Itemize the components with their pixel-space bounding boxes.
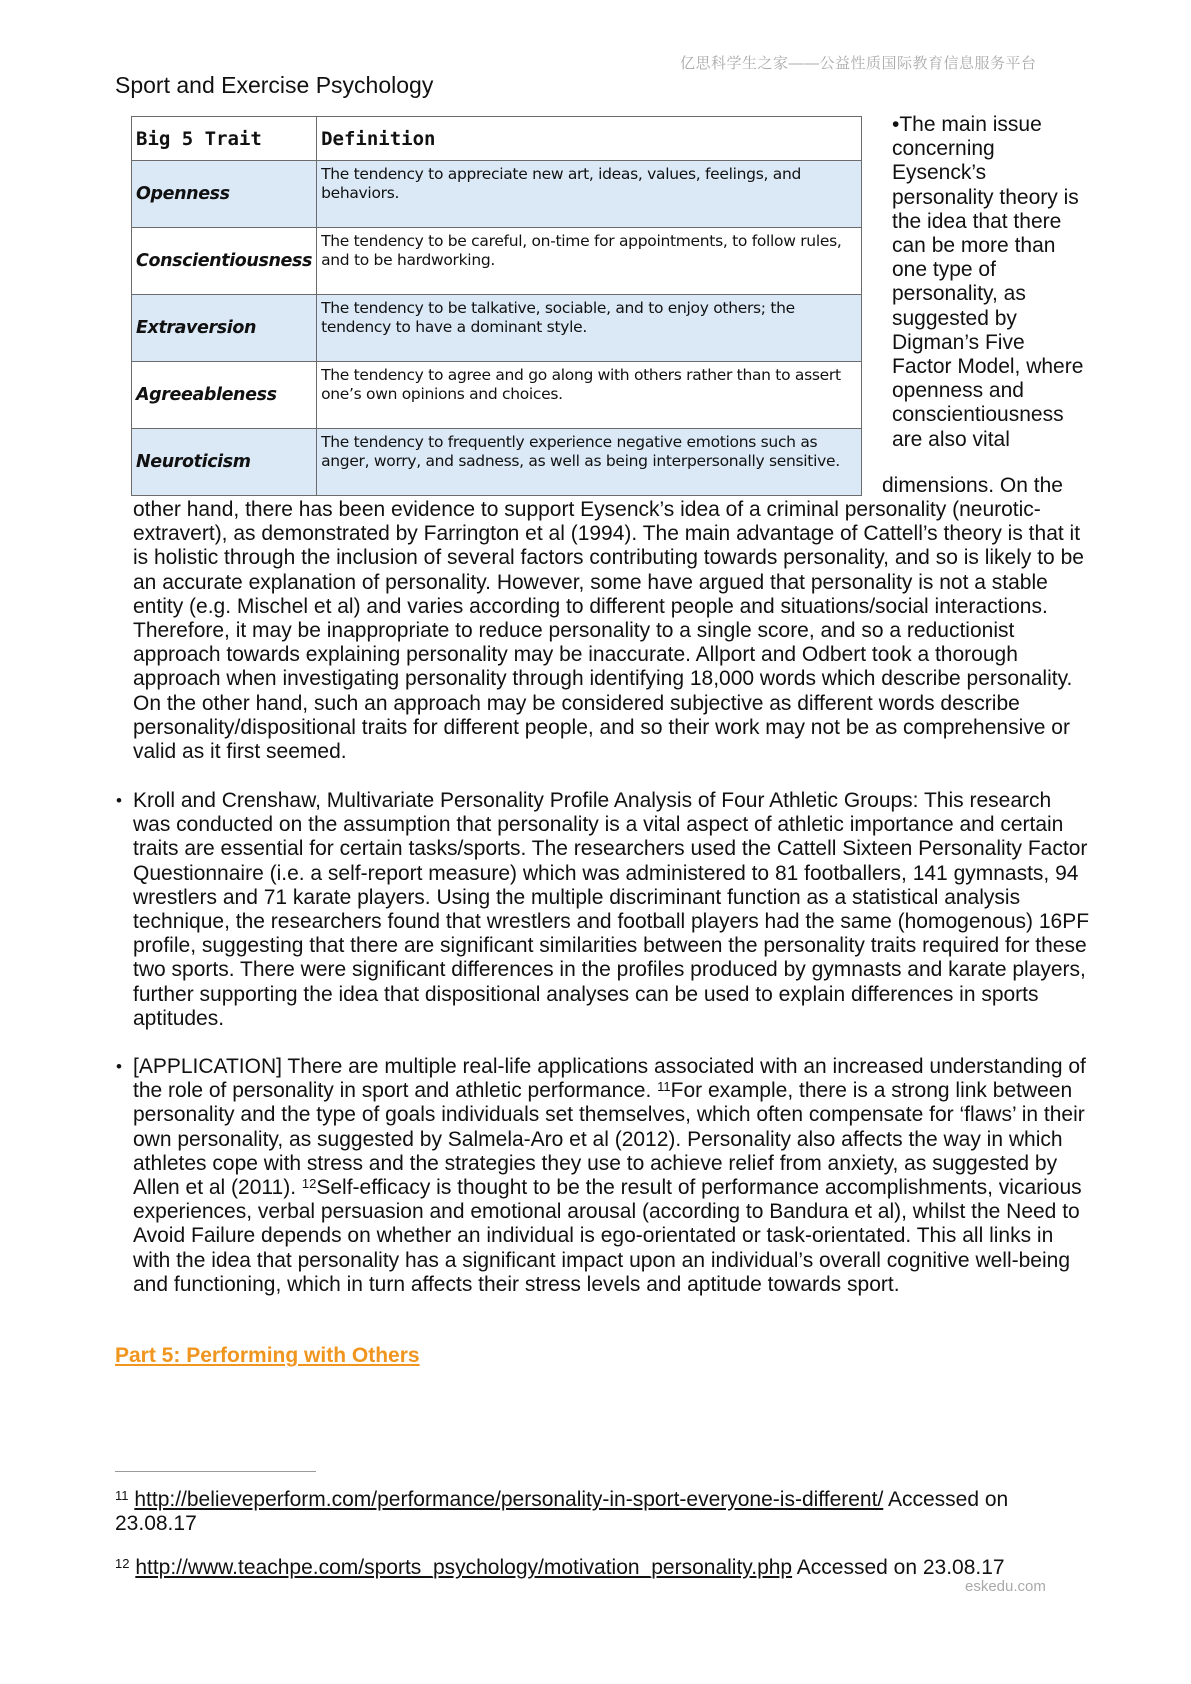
trait-cell: Extraversion — [132, 295, 317, 362]
footnote-ref-12[interactable]: 12 — [301, 1176, 317, 1192]
definition-cell: The tendency to be careful, on-time for appointments, to follow rules, and to be hardworking. — [317, 228, 862, 295]
footnote-11 — [115, 1488, 1095, 1536]
definition-cell: The tendency to be talkative, sociable, and to enjoy others; the tendency to have a dominant style. — [317, 295, 862, 362]
footnote-link[interactable]: http://believeperform.com/performance/personality-in-sport-everyone-is-different/ — [134, 1488, 884, 1511]
watermark-footer: eskedu.com — [965, 1578, 1046, 1595]
definition-cell: The tendency to agree and go along with others rather than to assert one’s own opinions and choices. — [317, 362, 862, 429]
footnote-accessed: Accessed on 23.08.17 — [115, 1488, 1009, 1536]
footnote-number: 11 — [115, 1488, 129, 1503]
definition-cell: The tendency to appreciate new art, ideas, values, feelings, and behaviors. — [317, 161, 862, 228]
application-text-1: [APPLICATION] There are multiple real-life applications associated with an increased understanding of the role of personality in sport and athletic performance. — [133, 1055, 1086, 1103]
application-text-2: For example, there is a strong link between personality and the type of goals individuals set themselves, which often compensate for ‘flaws’ in their own personality, as suggested by Salmela-Aro et al (2012). Personality also affects the way in which athletes cope with stress and the strategies they use to achieve relief from anxiety, as suggested by Allen et al (2011). — [133, 1079, 1085, 1200]
trait-cell: Conscientiousness — [132, 228, 317, 295]
bullet-kroll-crenshaw: Kroll and Crenshaw, Multivariate Personality Profile Analysis of Four Athletic Groups: This research was conducted on the assumption that personality is a vital aspect of athletic importance and certain traits are essential for certain tasks/sports. The researchers used the Cattell Sixteen Personality Factor Questionnaire (i.e. a self-report measure) which was administered to 81 footballers, 141 gymnasts, 94 wrestlers and 71 karate players. Using the multiple discriminant function as a statistical analysis technique, the researchers found that wrestlers and football players had the same (homogenous) 16PF profile, suggesting that there are significant similarities between the personality traits required for these two sports. There were significant differences in the profiles produced by gymnasts and karate players, further supporting the idea that dispositional analyses can be used to explain differences in sports aptitudes. — [133, 789, 1090, 1030]
big-five-table — [131, 116, 862, 496]
table-row — [132, 429, 862, 496]
definition-cell: The tendency to frequently experience negative emotions such as anger, worry, and sadness, as well as being interpersonally sensitive. — [317, 429, 862, 496]
side-column-text: •The main issue concerning Eysenck’s personality theory is the idea that there can be more than one type of personality, as suggested by Digman’s Five Factor Model, where openness and conscientiousness are also vital — [892, 113, 1084, 451]
footnote-ref-11[interactable]: 11 — [657, 1079, 671, 1095]
footnote-accessed: Accessed on 23.08.17 — [792, 1556, 1005, 1579]
section-link-part-5[interactable]: Part 5: Performing with Others — [115, 1344, 420, 1367]
bullet-application — [133, 1055, 1093, 1297]
table-row — [132, 228, 862, 295]
footnote-number: 12 — [115, 1556, 130, 1571]
paragraph-continuation: other hand, there has been evidence to support Eysenck’s idea of a criminal personality (neurotic-extravert), as demonstrated by Farrington et al (1994). The main advantage of Cattell’s theory is that it is holistic through the inclusion of several factors contributing towards personality, and so is likely to be an accurate explanation of personality. However, some have argued that personality is not a stable entity (e.g. Mischel et al) and varies according to different people and situations/social interactions. Therefore, it may be inappropriate to reduce personality to a single score, and so a reductionist approach towards explaining personality may be inaccurate. Allport and Odbert took a thorough approach when investigating personality through identifying 18,000 words which describe personality. On the other hand, such an approach may be considered subjective as different words describe personality/dispositional traits for different people, and so their work may not be as comprehensive or valid as it first seemed. — [133, 498, 1084, 764]
column-header-definition: Definition — [317, 117, 862, 161]
bullet-marker: • — [116, 1057, 122, 1076]
watermark-header: 亿思科学生之家——公益性质国际教育信息服务平台 — [680, 55, 1037, 72]
page-header: Sport and Exercise Psychology — [115, 72, 434, 98]
trait-cell: Neuroticism — [132, 429, 317, 496]
table-row — [132, 161, 862, 228]
bullet-marker: • — [116, 791, 122, 810]
table-row — [132, 295, 862, 362]
column-header-trait: Big 5 Trait — [132, 117, 317, 161]
table-row — [132, 362, 862, 429]
side-column-tail: dimensions. On the — [882, 474, 1063, 497]
table-header-row — [132, 117, 862, 161]
trait-cell: Agreeableness — [132, 362, 317, 429]
footnote-12 — [115, 1556, 1095, 1580]
footnote-link[interactable]: http://www.teachpe.com/sports_psychology/motivation_personality.php — [135, 1556, 793, 1579]
trait-cell: Openness — [132, 161, 317, 228]
application-text-3: Self-efficacy is thought to be the result of performance accomplishments, vicarious experiences, verbal persuasion and emotional arousal (according to Bandura et al), whilst the Need to Avoid Failure depends on whether an individual is ego-orientated or task-orientated. This all links in with the idea that personality has a significant impact upon an individual’s overall cognitive well-being and functioning, which in turn affects their stress levels and aptitude towards sport. — [133, 1176, 1082, 1296]
footnote-divider — [115, 1471, 316, 1472]
